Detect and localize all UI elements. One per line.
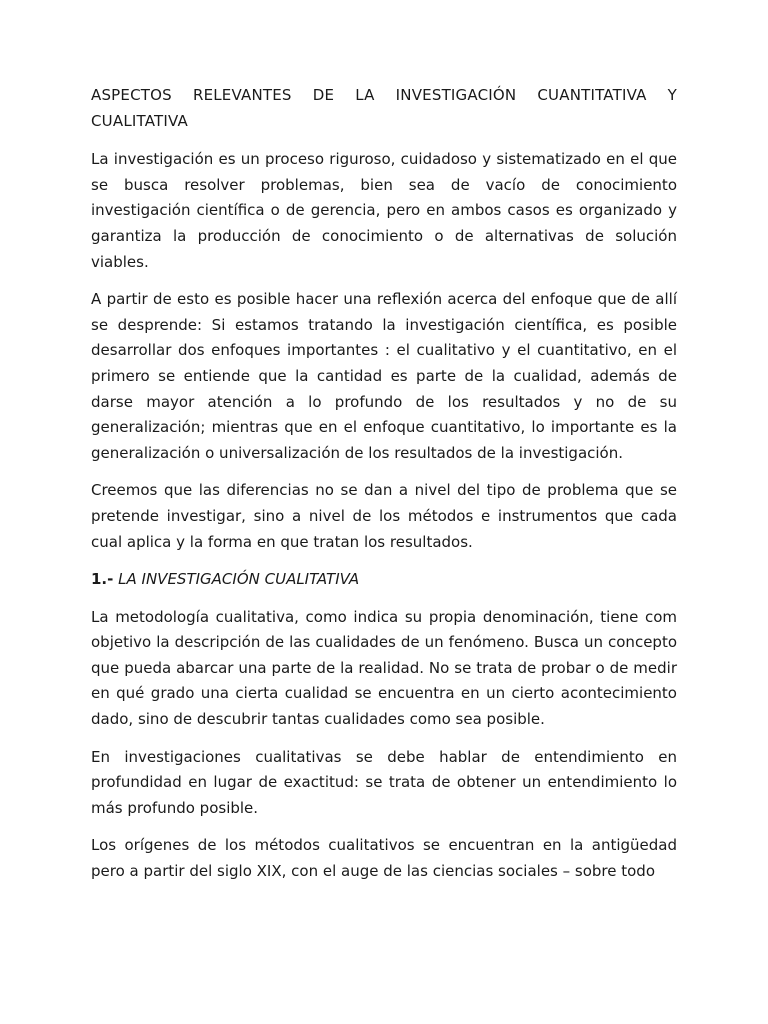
document-page	[91, 83, 677, 897]
paragraph-intro-3: Creemos que las diferencias no se dan a nivel del tipo de problema que se pretende investigar, sino a nivel de los métodos e instrumentos que cada cual aplica y la forma en que tratan los resultados.	[91, 481, 677, 551]
paragraph-intro-1: La investigación es un proceso riguroso, cuidadoso y sistematizado en el que se busca resolver problemas, bien sea de vacío de conocimiento investigación científica o de gerencia, pero en ambos casos es organizado y garantiza la producción de conocimiento o de alternativas de solución viables.	[91, 150, 677, 271]
section-title: LA INVESTIGACIÓN CUALITATIVA	[118, 570, 360, 589]
paragraph-section-2: En investigaciones cualitativas se debe hablar de entendimiento en profundidad en lugar de exactitud: se trata de obtener un entendimiento lo más profundo posible.	[91, 747, 677, 817]
section-heading	[91, 567, 677, 593]
paragraph-section-1: La metodología cualitativa, como indica su propia denominación, tiene com objetivo la descripción de las cualidades de un fenómeno. Busca un concepto que pueda abarcar una parte de la realidad. No se trata de probar o de medir en qué grado una cierta cualidad se encuentra en un cierto acontecimiento dado, sino de descubrir tantas cualidades como sea posible.	[91, 607, 677, 729]
section-number: 1.-	[91, 570, 114, 589]
paragraph-intro-2: A partir de esto es posible hacer una reflexión acerca del enfoque que de allí se desprende: Si estamos tratando la investigación científica, es posible desarrollar dos enfoques importantes : el cualitativo y el cuantitativo, en el primero se entiende que la cantidad es parte de la cualidad, además de darse mayor atención a lo profundo de los resultados y no de su generalización; mientras que en el enfoque cuantitativo, lo importante es la generalización o universalización de los resultados de la investigación.	[91, 290, 677, 462]
document-title: ASPECTOS RELEVANTES DE LA INVESTIGACIÓN CUANTITATIVA Y CUALITATIVA	[91, 86, 677, 130]
paragraph-section-3: Los orígenes de los métodos cualitativos se encuentran en la antigüedad pero a partir del siglo XIX, con el auge de las ciencias sociales – sobre todo	[91, 836, 677, 881]
